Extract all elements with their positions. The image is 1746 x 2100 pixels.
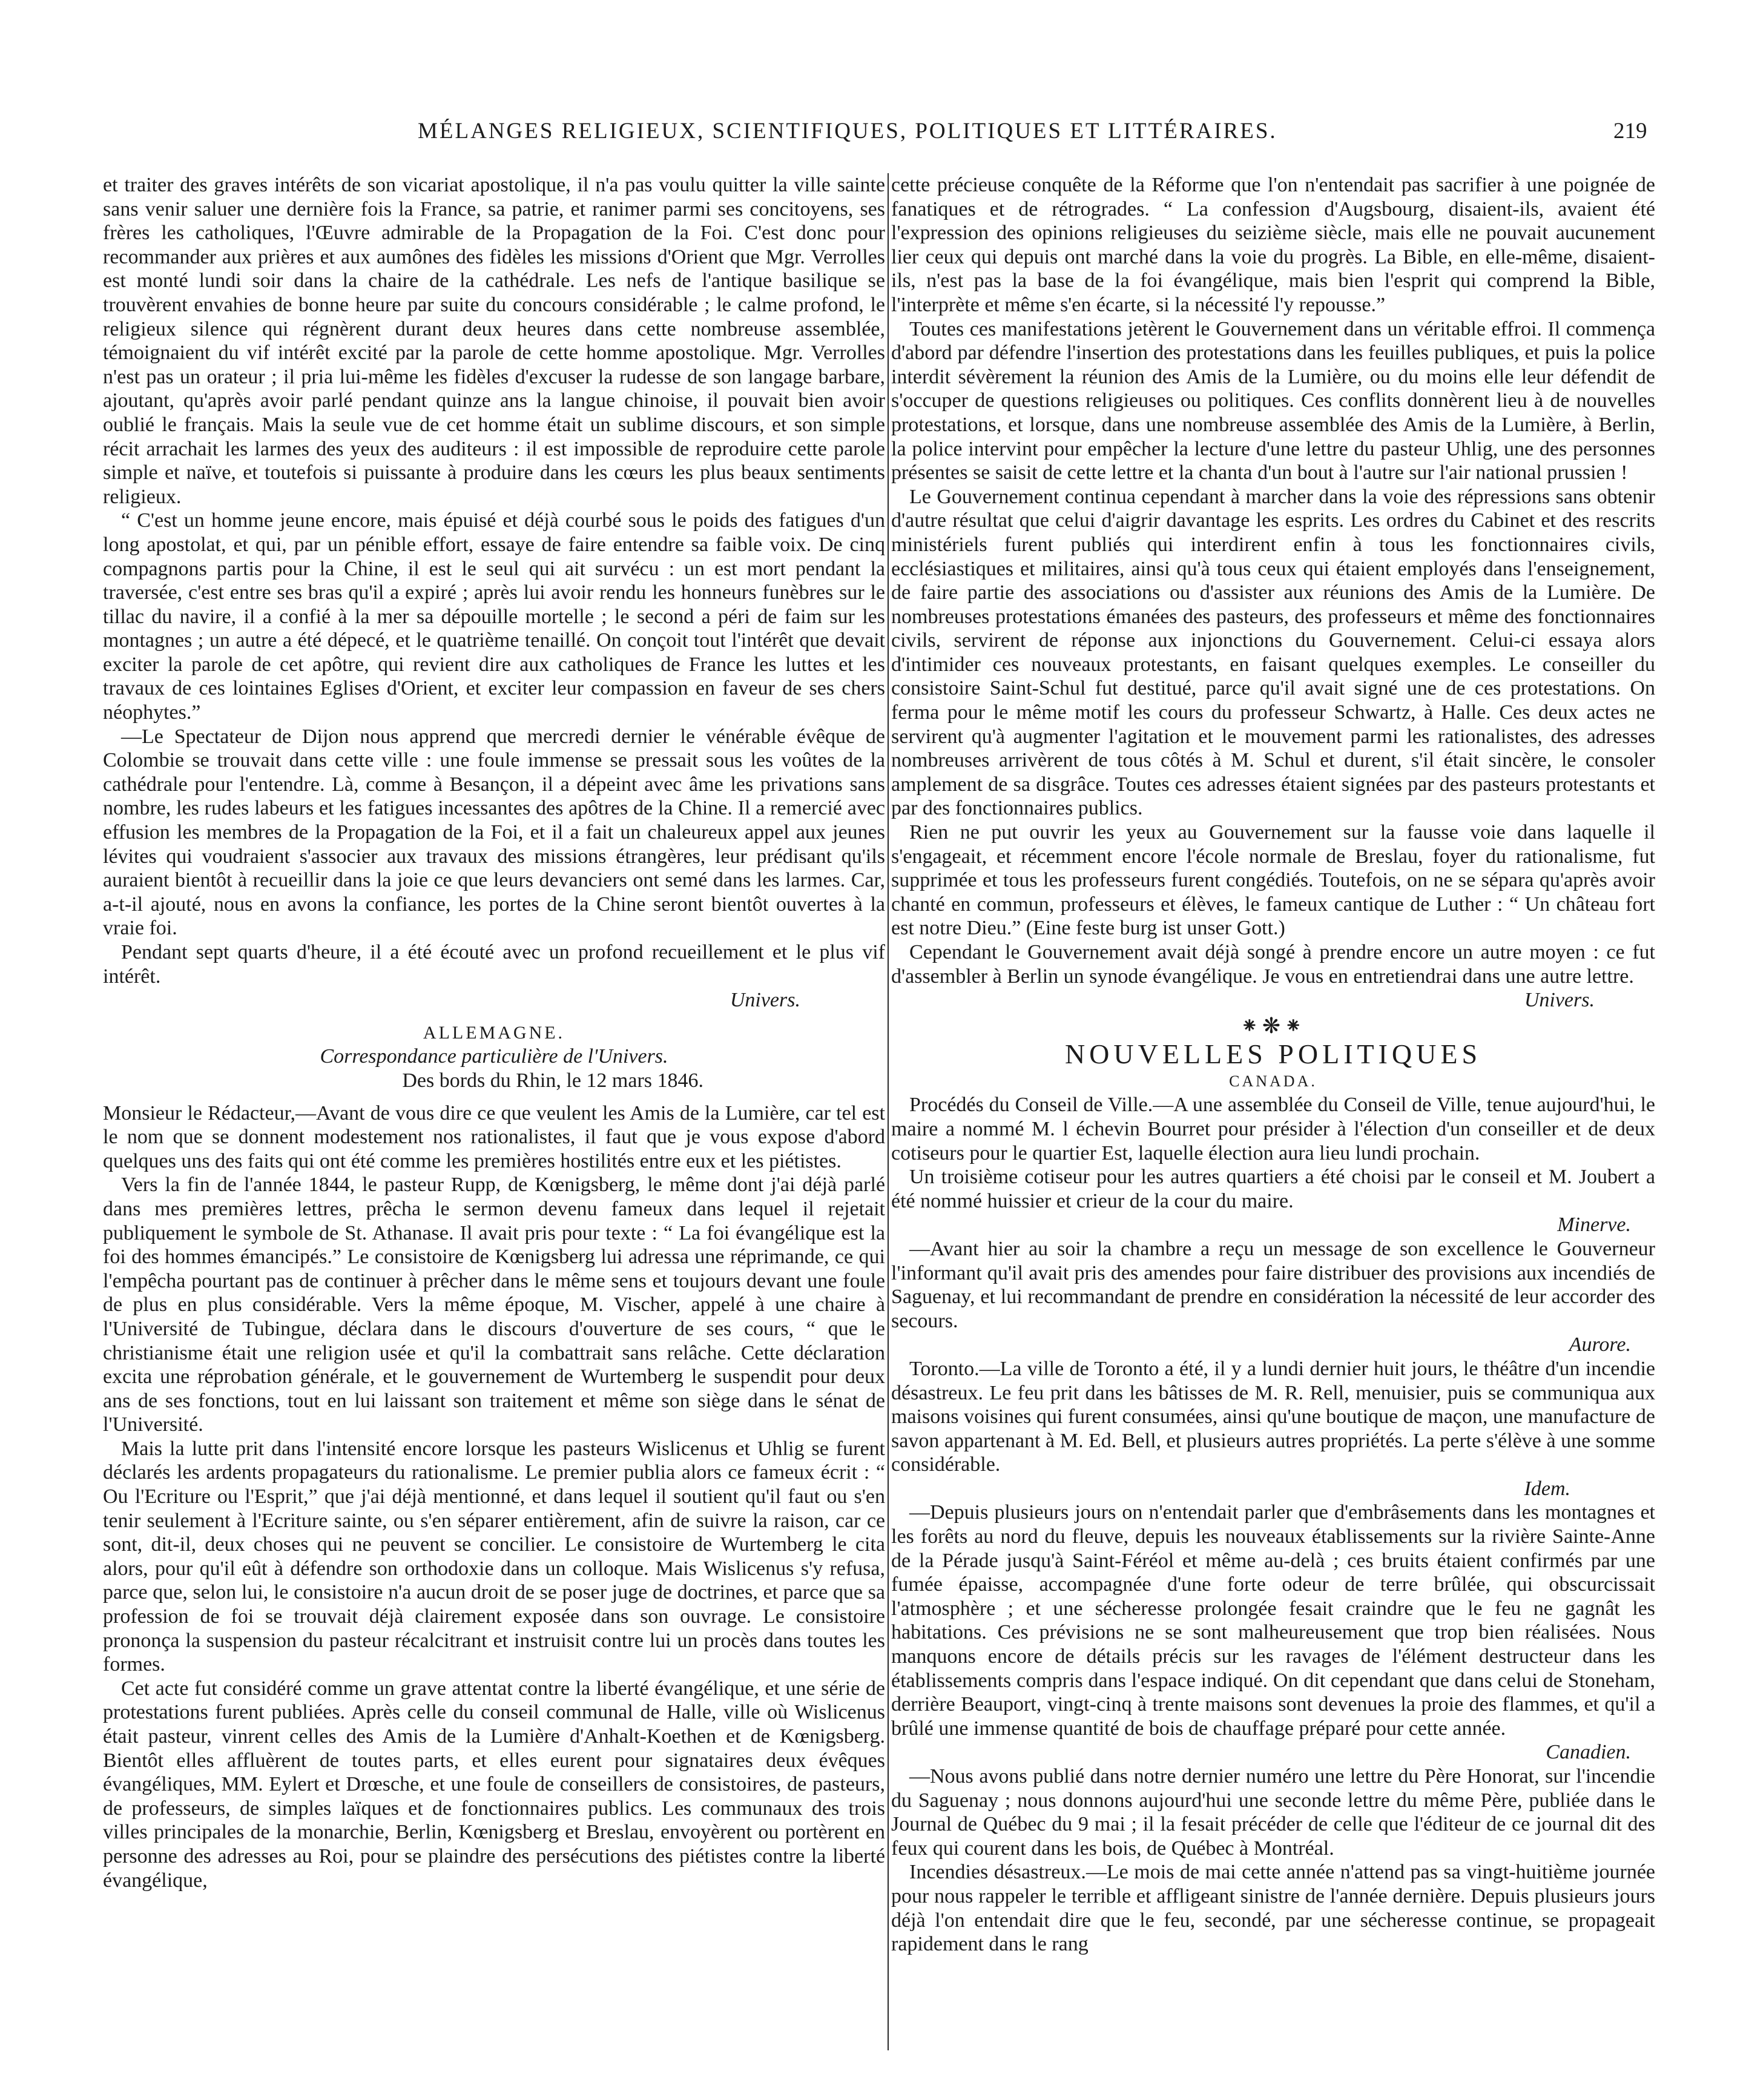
page-number: 219 bbox=[1613, 119, 1647, 144]
correspondence-title: Correspondance particulière de l'Univers. bbox=[320, 1045, 668, 1068]
news-toronto-fire: Toronto.—La ville de Toronto a été, il y a lundi dernier huit jours, le théâtre d'un incendie désastreux. Le feu prit dans les bâtisses de M. R. Rell, menuisier, puis se communiqua aux maisons voisines qui furent consumées, ainsi qu'une boutique de maçon, une manufacture de savon appartenant à M. Ed. Bell, et plusieurs autres propriétés. La perte s'élève à une somme considérable. bbox=[891, 1357, 1655, 1476]
letter-synod-paragraph: Cependant le Gouvernement avait déjà songé à prendre encore un autre moyen : ce fut d'assembler à Berlin un synode évangélique. Je vous en entretiendrai dans une autre lettre. bbox=[891, 941, 1655, 988]
letter-breslau-paragraph: Rien ne put ouvrir les yeux au Gouvernement sur la fausse voie dans laquelle il s'engageait, et récemment encore l'école normale de Breslau, foyer du rationalisme, fut supprimée et tous les professeurs furent congédiés. Toutefois, on ne se sépara qu'après avoir chanté en commun, professeurs et élèves, le fameux cantique de Luther : “ Un château fort est notre Dieu.” (Eine feste burg ist unser Gott.) bbox=[891, 821, 1655, 940]
news-incendies-desastreux: Incendies désastreux.—Le mois de mai cette année n'attend pas sa vingt-huitième journée pour nous rappeler le terrible et affligeant sinistre de l'année dernière. Depuis plusieurs jours déjà l'on entendait dire que le feu, secondé, par une sécheresse continue, se propageait rapidement dans le rang bbox=[891, 1861, 1655, 1956]
letter-government-paragraph: Toutes ces manifestations jetèrent le Gouvernement dans un véritable effroi. Il commença d'abord par défendre l'insertion des protestations dans les feuilles publiques, et puis la police interdit sévèrement la réunion des Amis de la Lumière, ou du moins elle leur défendit de s'occuper de questions religieuses ou politiques. Ces conflits donnèrent lieu à de nouvelles protestations, et lorsque, dans une nombreuse assemblée des Amis de la Lumière, à Berlin, la police intervint pour empêcher la lecture d'une lettre du pasteur Uhlig, une des personnes présentes se saisit de cette lettre et la chanta d'un bout à l'autre sur l'air national prussien ! bbox=[891, 317, 1655, 484]
letter-repression-paragraph: Le Gouvernement continua cependant à marcher dans la voie des répressions sans obtenir d'autre résultat que celui d'aigrir davantage les esprits. Les ordres du Cabinet et des rescrits ministériels furent publiés qui interdirent enfin à tous les fonctionnaires civils, ecclésiastiques et militaires, ainsi qu'à tous ceux qui étaient employés dans l'enseignement, de faire partie des associations ou d'assister aux réunions des Amis de la Lumière. De nombreuses protestations émanées des pasteurs, des professeurs et même des fonctionnaires civils, servirent de réponse aux injonctions du Gouvernement. Celui-ci essaya alors d'intimider ces nouveaux protestants, en faisant quelques exemples. Le conseiller du consistoire Saint-Schul fut destitué, parce qu'il avait signé une de ces protestations. On ferma pour le même motif les cours du professeur Schwartz, à Halle. Ces deux actes ne servirent qu'à augmenter l'agitation et le mouvement parmi les rationalistes, des adresses nombreuses arrivèrent de tous côtés à M. Schul et durent, s'il était sincère, le consoler amplement de sa disgrâce. Toutes ces adresses étaient signées par des pasteurs protestants et par des fonctionnaires publics. bbox=[891, 485, 1655, 820]
letter-wislicenus-paragraph: Mais la lutte prit dans l'intensité encore lorsque les pasteurs Wislicenus et Uhlig se furent déclarés les ardents propagateurs du rationalisme. Le premier publia alors ce fameux écrit : “ Ou l'Ecriture ou l'Esprit,” que j'ai déjà mentionné, et dans lequel il soutient qu'il faut ou s'en tenir seulement à l'Ecriture sainte, ou s'en séparer entièrement, afin de suivre la raison, car ce sont, dit-il, deux choses qui ne peuvent se concilier. Le consistoire de Wurtemberg le cita alors, pour qu'il eût à défendre son orthodoxie dans un colloque. Mais Wislicenus s'y refusa, parce que, selon lui, le consistoire n'a aucun droit de se poser juge de doctrines, et parce que sa profession de foi se trouvait déjà clairement exposée dans son ouvrage. Le consistoire prononça la suspension du pasteur récalcitrant et instruisit contre lui un procès dans toutes les formes. bbox=[103, 1437, 885, 1676]
news-conseil-de-ville: Procédés du Conseil de Ville.—A une assemblée du Conseil de Ville, tenue aujourd'hui, le maire a nommé M. l échevin Bourret pour présider à l'élection d'un conseiller et de deux cotiseurs pour le quartier Est, laquelle élection aura lieu lundi prochain. bbox=[891, 1094, 1655, 1164]
letter-continued-text: cette précieuse conquête de la Réforme que l'on n'entendait pas sacrifier à une poignée de fanatiques et de rétrogrades. “ La confession d'Augsbourg, disaient-ils, avaient été l'expression des opinions religieuses du seizième siècle, mais elle ne pouvait aucunement lier ceux qui depuis ont marché dans la voie du progrès. La Bible, en elle-même, disaient-ils, n'est pas la base de la foi évangélique, mais bien l'esprit qui comprend la Bible, l'interprète et même s'en écarte, si la nécessité l'y repousse.” bbox=[891, 174, 1655, 316]
section-heading-allemagne: ALLEMAGNE. bbox=[423, 1022, 565, 1043]
news-forest-fires: —Depuis plusieurs jours on n'entendait parler que d'embrâsements dans les montagnes et les forêts au nord du fleuve, depuis les nouveaux établissements sur la rivière Sainte-Anne de la Pérade jusqu'à Saint-Féréol et même au-delà ; ces bruits étaient confirmés par une fumée épaisse, accompagnée d'une forte odeur de terre brûlée, qui obscurcissait l'atmosphère ; et une sécheresse prolongée fesait craindre que le feu ne gagnât les habitations. Ces prévisions ne se sont malheureusement que trop bien réalisées. Nous manquons encore de détails précis sur les ravages de l'élément destructeur dans les établissements compris dans l'espace indiqué. On dit cependant que dans celui de Stoneham, derrière Beauport, vingt-cinq à trente maisons sont devenues la proie des flammes, et qu'il a brûlé une immense quantité de bois de chauffage préparé pour cette année. bbox=[891, 1501, 1655, 1740]
article-verrolles-quote: “ C'est un homme jeune encore, mais épuisé et déjà courbé sous le poids des fatigues d'un long apostolat, et qui, par un pénible effort, essaye de faire entendre sa faible voix. De cinq compagnons partis pour la Chine, il est le seul qui ait survécu : un est mort pendant la traversée, c'est entre ses bras qu'il a expiré ; après lui avoir rendu les honneurs funèbres sur le tillac du navire, il a confié à la mer sa dépouille mortelle ; le second a péri de faim sur les montagnes ; un autre a été dépecé, et le quatrième tenaillé. On conçoit tout l'intérêt que devait exciter la parole de cet apôtre, qui revient dire aux catholiques de France les luttes et les travaux de ces lointaines Eglises d'Orient, et exciter leur compassion en faveur de ses chers néophytes.” bbox=[103, 509, 885, 724]
dateline: Des bords du Rhin, le 12 mars 1846. bbox=[402, 1069, 703, 1092]
source-minerve: Minerve. bbox=[1557, 1213, 1631, 1237]
source-univers-2: Univers. bbox=[1524, 989, 1595, 1012]
news-cotiseur: Un troisième cotiseur pour les autres quartiers a été choisi par le conseil et M. Joubert a été nommé huissier et crieur de la cour du maire. bbox=[891, 1166, 1655, 1212]
ornament-divider: ⁕❋⁕ bbox=[1240, 1013, 1306, 1038]
running-title: MÉLANGES RELIGIEUX, SCIENTIFIQUES, POLITIQUES ET LITTÉRAIRES. bbox=[418, 119, 1277, 144]
column-divider bbox=[888, 173, 889, 2050]
right-column bbox=[891, 173, 1655, 1956]
letter-rupp-paragraph: Vers la fin de l'année 1844, le pasteur Rupp, de Kœnigsberg, le même dont j'ai déjà parlé dans mes premières lettres, prêcha le sermon devenu fameux dans lequel il rejetait publiquement le symbole de St. Athanase. Il avait pris pour texte : “ La foi évangélique est la foi des hommes émancipés.” Le consistoire de Kœnigsberg lui adressa une réprimande, ce qui l'empêcha pourtant pas de continuer à prêcher dans le même sens et toujours devant une foule de plus en plus considérable. Vers la même époque, M. Vischer, appelé à une chaire à l'Université de Tubingue, déclara dans le discours d'ouverture de ses cours, “ que le christianisme était une religion usée et qu'il la combattrait sans relâche. Cette déclaration excita une réprobation générale, et le gouvernement de Wurtemberg le suspendit pour deux ans de ses fonctions, tout en lui laissant son traitement et même son siège dans le sénat de l'Université. bbox=[103, 1174, 885, 1436]
left-column bbox=[103, 173, 885, 1892]
news-pere-honorat: —Nous avons publié dans notre dernier numéro une lettre du Père Honorat, sur l'incendie du Saguenay ; nous donnons aujourd'hui une seconde lettre du même Père, publiée dans le Journal de Québec du 9 mai ; il la fesait précéder de celle que l'éditeur de ce journal dit des feux qui courent dans les bois, de Québec à Montréal. bbox=[891, 1765, 1655, 1860]
news-chambre-message: —Avant hier au soir la chambre a reçu un message de son excellence le Gouverneur l'informant qu'il avait pris des amendes pour faire distribuer des provisions aux incendiés de Saguenay, et lui recommandant de prendre en considération la nécessité de leur accorder des secours. bbox=[891, 1237, 1655, 1332]
letter-protestations-paragraph: Cet acte fut considéré comme un grave attentat contre la liberté évangélique, et une série de protestations furent publiées. Après celle du conseil communal de Halle, ville où Wislicenus était pasteur, vinrent celles des Amis de la Lumière d'Anhalt-Koethen et de Kœnigsberg. Bientôt elles affluèrent de toutes parts, et elles eurent pour signataires deux évêques évangéliques, MM. Eylert et Drœsche, et une foule de conseillers de consistoires, de pasteurs, de professeurs, de simples laïques et de fonctionnaires publics. Les communaux des trois villes principales de la monarchie, Berlin, Kœnigsberg et Breslau, envoyèrent ou portèrent en personne des adresses au Roi, pour se plaindre des persécutions des piétistes contre la liberté évangélique, bbox=[103, 1677, 885, 1892]
article-dijon-closing: Pendant sept quarts d'heure, il a été écouté avec un profond recueillement et le plus vif intérêt. bbox=[103, 941, 885, 988]
canada-heading: CANADA. bbox=[1229, 1072, 1317, 1090]
source-aurore: Aurore. bbox=[1569, 1333, 1631, 1356]
article-verrolles-text: et traiter des graves intérêts de son vicariat apostolique, il n'a pas voulu quitter la ville sainte sans venir saluer une dernière fois la France, sa patrie, et ranimer parmi ses concitoyens, ses frères les catholiques, l'Œuvre admirable de la Propagation de la Foi. C'est donc pour recommander aux prières et aux aumônes des fidèles les missions d'Orient que Mgr. Verrolles est monté lundi soir dans la chaire de la cathédrale. Les nefs de l'antique basilique se trouvèrent envahies de bonne heure par suite du concours considérable ; le calme profond, le religieux silence qui régnèrent durant deux heures dans cette nombreuse assemblée, témoignaient du vif intérêt excité par la parole de cette homme apostolique. Mgr. Verrolles n'est pas un orateur ; il pria lui-même les fidèles d'excuser la rudesse de son langage barbare, ajoutant, qu'après avoir parlé pendant quinze ans la langue chinoise, il pouvait bien avoir oublié le français. Mais la seule vue de cet homme était un sublime discours, et son simple récit arrachait les larmes des yeux des auditeurs : il est impossible de reproduire cette parole simple et naïve, et toutefois si puissante à produire dans les cœurs les plus beaux sentiments religieux. bbox=[103, 174, 885, 508]
article-dijon-text: —Le Spectateur de Dijon nous apprend que mercredi dernier le vénérable évêque de Colombie se trouvait dans cette ville : une foule immense se pressait sous les voûtes de la cathédrale pour l'entendre. Là, comme à Besançon, il a dépeint avec âme les privations sans nombre, les rudes labeurs et les fatigues incessantes des apôtres de la Chine. Il a remercié avec effusion les membres de la Propagation de la Foi, et il a fait un chaleureux appel aux jeunes lévites qui voudraient s'associer aux travaux des missions étrangères, leur prédisant qu'ils auraient bientôt à recueillir dans la joie ce que leurs devanciers ont semé dans les larmes. Car, a-t-il ajouté, nous en avons la confiance, les portes de la Chine seront bientôt ouvertes à la vraie foi. bbox=[103, 725, 885, 940]
letter-salutation: Monsieur le Rédacteur,—Avant de vous dire ce que veulent les Amis de la Lumière, car tel est le nom que se donnent modestement nos rationalistes, il faut que je vous expose d'abord quelques uns des faits qui ont été comme les premières hostilités entre eux et les piétistes. bbox=[103, 1101, 885, 1172]
source-univers-1: Univers. bbox=[730, 989, 800, 1012]
news-heading: NOUVELLES POLITIQUES bbox=[1064, 1038, 1482, 1069]
source-idem: Idem. bbox=[1524, 1477, 1570, 1500]
source-canadien: Canadien. bbox=[1546, 1741, 1631, 1764]
